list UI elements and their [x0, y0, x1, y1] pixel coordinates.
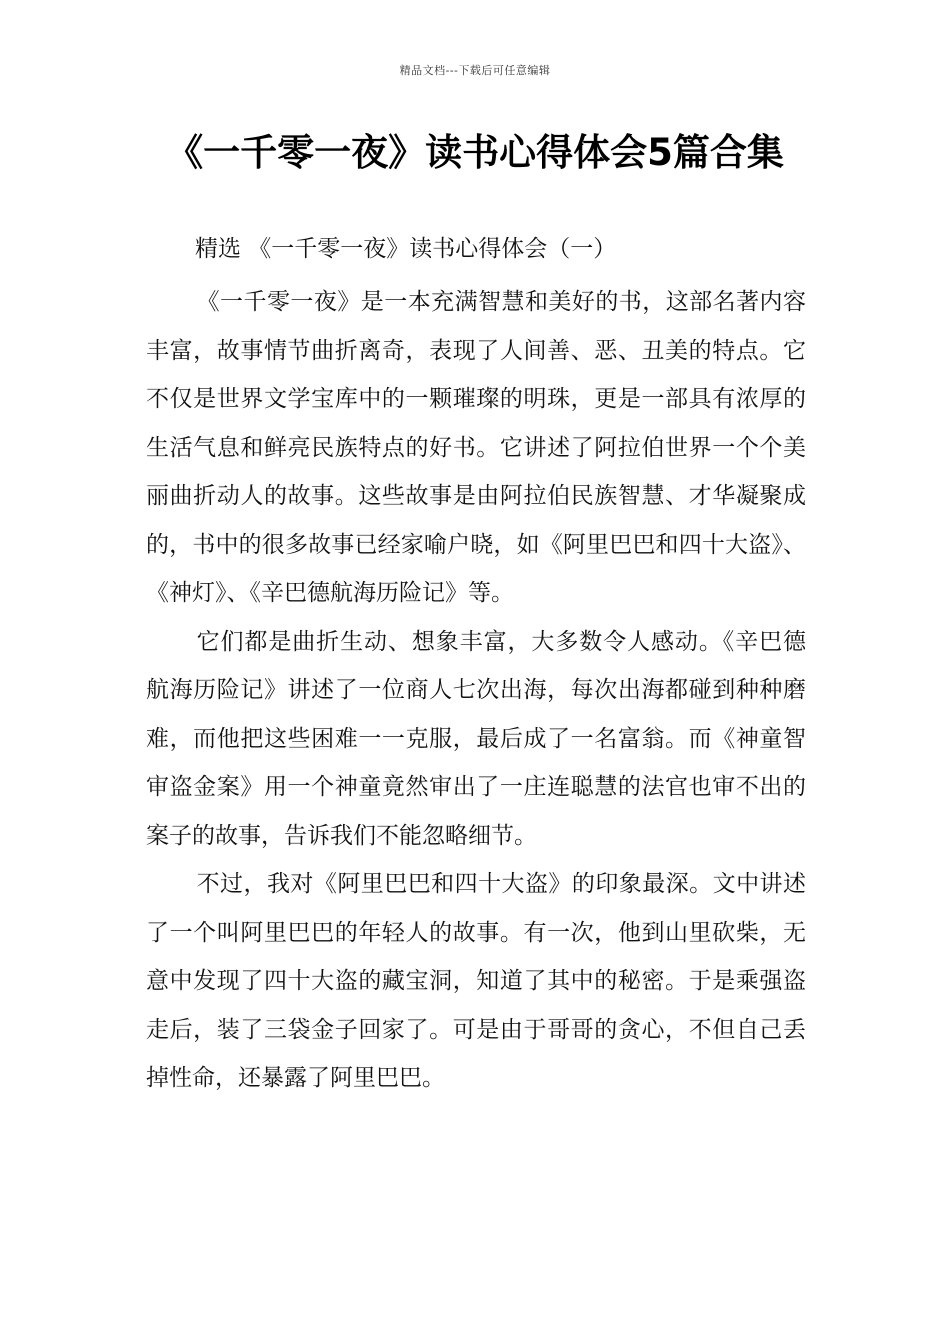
page-header-note: 精品文档---下载后可任意编辑: [399, 64, 551, 77]
paragraph-1: 《一千零一夜》是一本充满智慧和美好的书，这部名著内容丰富，故事情节曲折离奇，表现了人间善、恶、丑美的特点。它不仅是世界文学宝库中的一颗璀璨的明珠，更是一部具有浓厚的生活气息和鲜亮民族特点的好书。它讲述了阿拉伯世界一个个美丽曲折动人的故事。这些故事是由阿拉伯民族智慧、才华凝聚成的，书中的很多故事已经家喻户晓，如《阿里巴巴和四十大盗》、《神灯》、《辛巴德航海历险记》等。: [146, 289, 806, 606]
document-body: [146, 278, 806, 1103]
document-title: 《一千零一夜》读书心得体会5篇合集: [166, 131, 784, 174]
paragraph-2: 它们都是曲折生动、想象丰富，大多数令人感动。《辛巴德航海历险记》讲述了一位商人七次出海，每次出海都碰到种种磨难，而他把这些困难一一克服，最后成了一名富翁。而《神童智审盗金案》用一个神童竟然审出了一庄连聪慧的法官也审不出的案子的故事，告诉我们不能忽略细节。: [146, 628, 806, 849]
paragraph-3: 不过，我对《阿里巴巴和四十大盗》的印象最深。文中讲述了一个叫阿里巴巴的年轻人的故事。有一次，他到山里砍柴，无意中发现了四十大盗的藏宝洞，知道了其中的秘密。于是乘强盗走后，装了三袋金子回家了。可是由于哥哥的贪心，不但自己丢掉性命，还暴露了阿里巴巴。: [146, 871, 806, 1091]
section-heading: 精选 《一千零一夜》读书心得体会（一）: [195, 236, 617, 262]
